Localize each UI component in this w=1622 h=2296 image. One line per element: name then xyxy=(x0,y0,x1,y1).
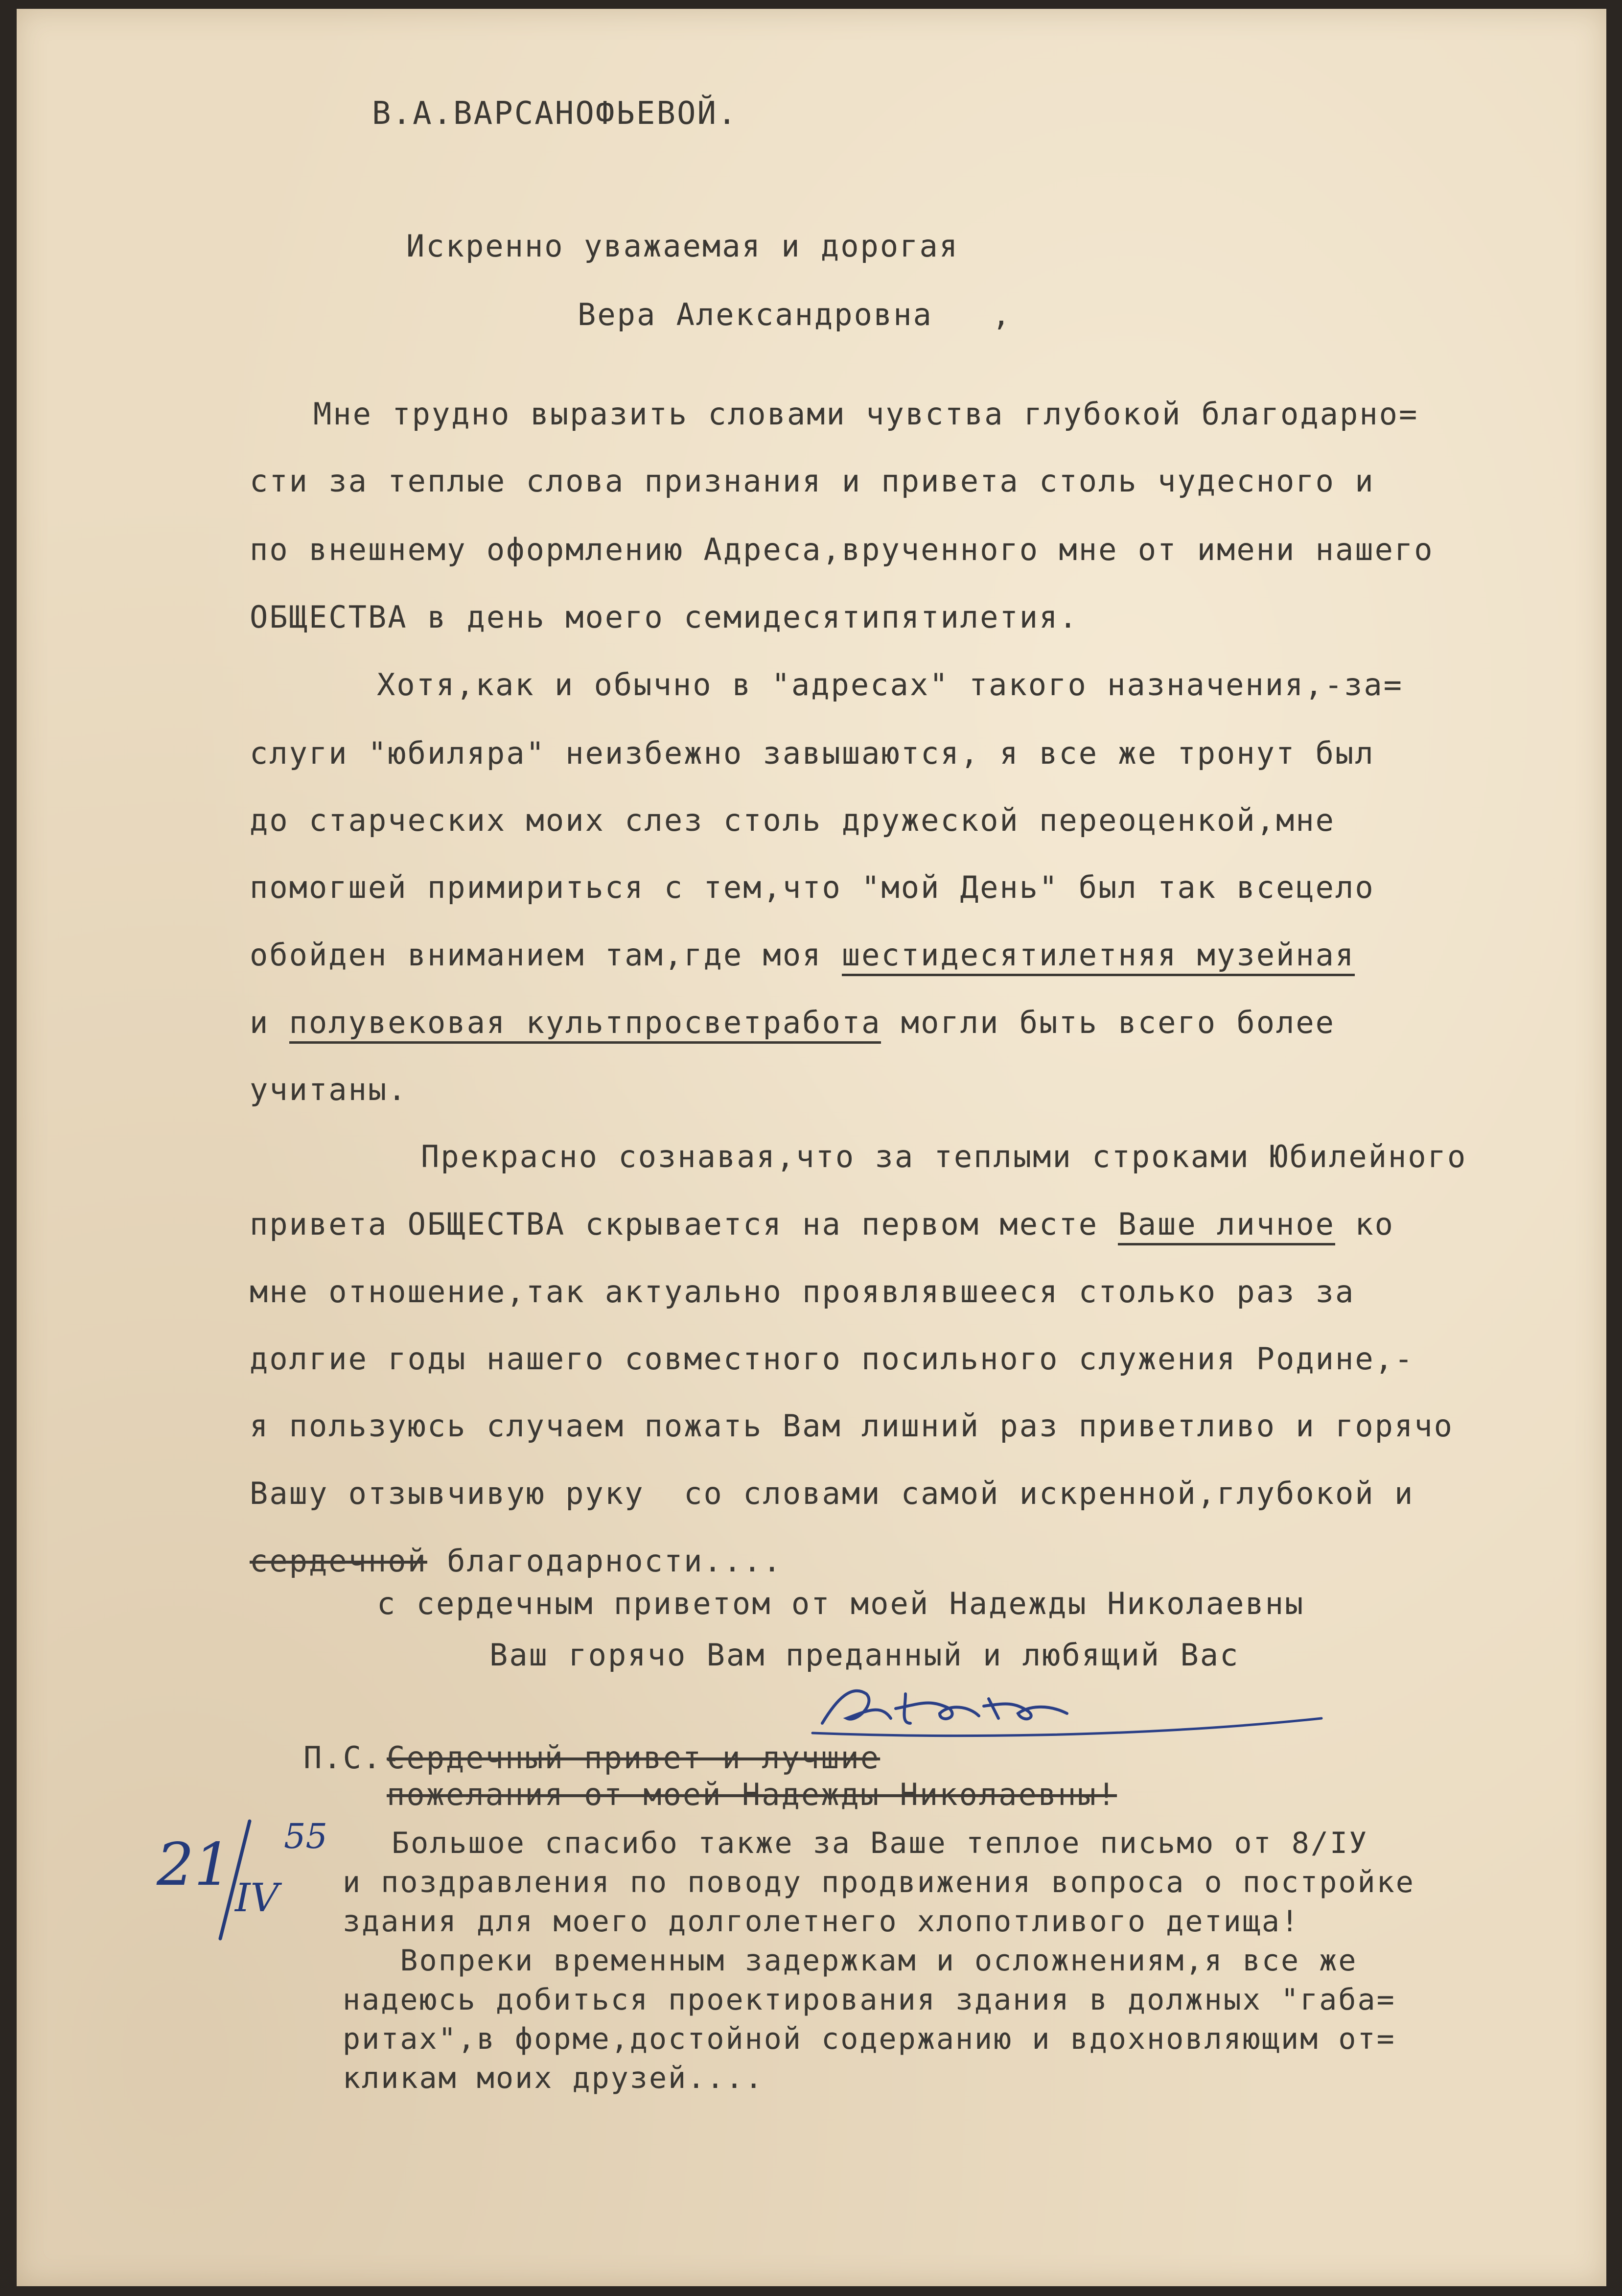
paragraph-2-line: Хотя,как и обычно в "адресах" такого назначения,-за= xyxy=(377,667,1404,703)
text-run: и xyxy=(250,1005,289,1040)
handwritten-date-day: 21 xyxy=(157,1831,232,1899)
text-run: привета ОБЩЕСТВА скрывается на первом месте xyxy=(250,1206,1118,1242)
underlined-phrase: Ваше личное xyxy=(1118,1206,1335,1245)
signature xyxy=(793,1664,1351,1748)
postscript-line: здания для моего долголетнего хлопотливого детища! xyxy=(343,1904,1300,1939)
closing-greeting: с сердечным приветом от моей Надежды Николаевны xyxy=(377,1586,1305,1621)
handwritten-date-year: 55 xyxy=(284,1816,328,1856)
postscript-line: Большое спасибо также за Ваше теплое письмо от 8/IУ xyxy=(392,1826,1368,1860)
postscript-label: П.С.- xyxy=(303,1740,402,1776)
postscript-line: Вопреки временным задержкам и осложнениям,я все же xyxy=(343,1944,1358,1978)
signature-scribble xyxy=(793,1664,1351,1748)
text-run: могли быть всего более xyxy=(881,1005,1336,1040)
underlined-phrase: шестидесятилетняя музейная xyxy=(842,937,1355,976)
paragraph-3-line: Прекрасно сознавая,что за теплыми строками Юбилейного xyxy=(421,1139,1467,1174)
paragraph-3-line: мне отношение,так актуально проявлявшееся столько раз за xyxy=(250,1274,1355,1310)
struck-word: сердечной xyxy=(250,1543,427,1579)
text-run: благодарности.... xyxy=(427,1543,783,1579)
paragraph-1-line: по внешнему оформлению Адреса,врученного мне от имени нашего xyxy=(250,532,1434,567)
paragraph-2-line: помогшей примириться с тем,что "мой День" был так всецело xyxy=(250,869,1375,905)
paragraph-3-line: Вашу отзывчивую руку со словами самой искренной,глубокой и xyxy=(250,1476,1414,1511)
postscript-struck-line: пожелания от моей Надежды Николаевны! xyxy=(387,1777,1117,1812)
postscript-line: надеюсь добиться проектирования здания в должных "габа= xyxy=(343,1983,1396,2017)
salutation-line-1: Искренно уважаемая и дорогая xyxy=(406,228,959,264)
closing-sign-off: Ваш горячо Вам преданный и любящий Вас xyxy=(489,1637,1240,1673)
paragraph-3-line: долгие годы нашего совместного посильного служения Родине,- xyxy=(250,1341,1414,1377)
salutation-line-2: Вера Александровна , xyxy=(578,297,1012,332)
text-run: обойден вниманием там,где моя xyxy=(250,937,842,973)
paragraph-2-line-underlined xyxy=(250,937,1355,973)
paragraph-1-line: ОБЩЕСТВА в день моего семидесятипятилетия. xyxy=(250,599,1079,635)
handwritten-date-month: IV xyxy=(235,1875,279,1921)
postscript-line: и поздравления по поводу продвижения вопроса о постройке xyxy=(343,1865,1415,1899)
paragraph-1-line: Мне трудно выразить словами чувства глубокой благодарно= xyxy=(313,396,1419,432)
paragraph-2-line-underlined xyxy=(250,1007,1335,1038)
paragraph-1-line: сти за теплые слова признания и привета столь чудесного и xyxy=(250,463,1375,499)
paragraph-3-line-underlined xyxy=(250,1206,1394,1242)
postscript-struck-line: Сердечный привет и лучшие xyxy=(387,1740,881,1776)
addressee-header: В.А.ВАРСАНОФЬЕВОЙ. xyxy=(372,95,738,132)
paragraph-2-line: учитаны. xyxy=(250,1072,408,1107)
handwritten-date xyxy=(147,1811,352,1958)
paragraph-3-line-struck xyxy=(250,1543,783,1579)
postscript-line: кликам моих друзей.... xyxy=(343,2061,764,2095)
text-run: ко xyxy=(1335,1206,1394,1242)
paragraph-3-line: я пользуюсь случаем пожать Вам лишний раз приветливо и горячо xyxy=(250,1408,1454,1444)
underlined-phrase: полувековая культпросветработа xyxy=(289,1005,881,1044)
paragraph-2-line: слуги "юбиляра" неизбежно завышаются, я все же тронут был xyxy=(250,735,1375,771)
paragraph-2-line: до старческих моих слез столь дружеской переоценкой,мне xyxy=(250,802,1335,838)
postscript-line: ритах",в форме,достойной содержанию и вдохновляющим от= xyxy=(343,2022,1396,2056)
